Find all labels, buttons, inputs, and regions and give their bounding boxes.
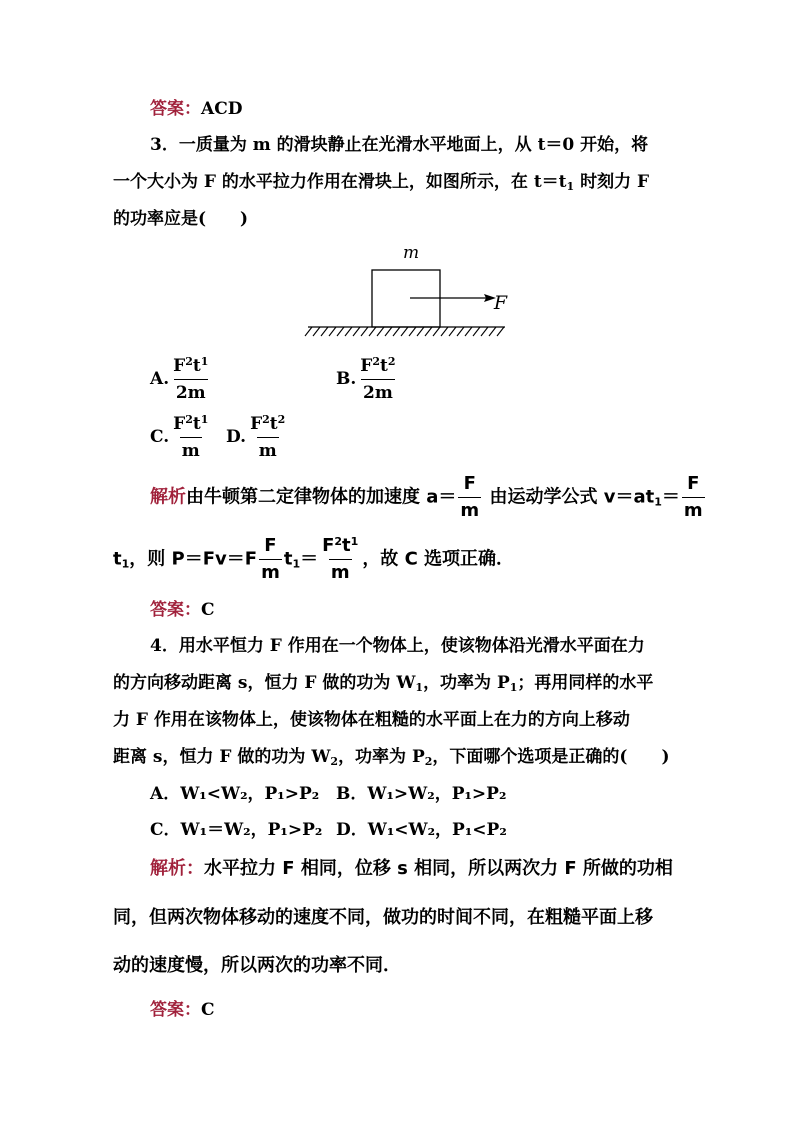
frac-num-a: F <box>173 356 186 376</box>
solution-text: ，故 C 选项正确． <box>362 548 515 570</box>
q3-line-3: 的功率应是( ) <box>113 209 249 229</box>
solution4-line-1 <box>150 857 673 881</box>
frac-den: m <box>257 437 279 462</box>
hatch-mark <box>313 327 320 336</box>
hatch-mark <box>369 327 376 336</box>
hatch-mark <box>481 327 488 336</box>
frac-sup: 2 <box>185 413 193 426</box>
frac-den: m <box>180 437 202 462</box>
answer-q4 <box>150 998 215 1022</box>
force-diagram <box>300 236 510 341</box>
frac-sup: 2 <box>372 355 381 368</box>
option-fraction <box>248 413 287 462</box>
hatch-mark <box>385 327 392 336</box>
q4-text: ，下面哪个选项是正确的( ) <box>432 747 670 767</box>
fraction-f-m-2 <box>682 473 705 522</box>
mass-label: m <box>403 243 420 263</box>
frac-num-b: t <box>342 535 351 556</box>
answer-q3 <box>150 598 215 622</box>
fraction-f-m <box>458 473 481 522</box>
solution-text: ＝ <box>661 486 680 508</box>
answer-label: 答案： <box>150 1000 201 1020</box>
subscript: 1 <box>654 495 662 509</box>
solution-text: 由牛顿第二定律物体的加速度 a＝ <box>186 486 457 508</box>
q3-line-2-text: 一个大小为 F 的水平拉力作用在滑块上，如图所示，在 t＝t <box>113 172 567 192</box>
q3-option-d[interactable] <box>226 413 289 462</box>
q3-option-c[interactable] <box>150 413 212 462</box>
frac-num-b: t <box>269 414 278 434</box>
solution-label: 解析 <box>150 486 186 508</box>
frac-num-b: t <box>380 356 388 376</box>
hatch-mark <box>321 327 328 336</box>
option-letter: B. <box>336 369 357 389</box>
q4-option-d[interactable]: D．W₁<W₂，P₁<P₂ <box>336 820 507 840</box>
hatch-mark <box>401 327 408 336</box>
solution-text: ，则 P＝Fv＝F <box>129 548 258 570</box>
subscript: 2 <box>424 755 433 768</box>
answer-value: C <box>201 1000 215 1020</box>
solution4-line-2: 同，但两次物体移动的速度不同，做功的时间不同，在粗糙平面上移 <box>113 907 653 928</box>
frac-sup: 2 <box>334 535 343 548</box>
q4-text: ；再用同样的水平 <box>517 673 654 693</box>
solution-label: 解析： <box>150 858 204 879</box>
hatch-mark <box>457 327 464 336</box>
subscript: 1 <box>292 557 301 571</box>
frac-den: m <box>329 559 352 584</box>
answer-label: 答案： <box>150 99 201 119</box>
ground-hatching <box>305 327 504 336</box>
hatch-mark <box>425 327 432 336</box>
frac-num-a: F <box>250 414 263 434</box>
hatch-mark <box>449 327 456 336</box>
q4-option-a[interactable]: A．W₁<W₂，P₁>P₂ <box>150 784 320 804</box>
solution-text: 水平拉力 F 相同，位移 s 相同，所以两次力 F 所做的功相 <box>204 858 673 879</box>
solution3-line-1 <box>150 473 707 522</box>
frac-sup: 2 <box>262 413 270 426</box>
frac-den: m <box>458 497 481 522</box>
hatch-mark <box>441 327 448 336</box>
subscript: 1 <box>509 681 518 694</box>
frac-num-b: t <box>192 414 201 434</box>
option-letter: D. <box>226 427 247 447</box>
solution3-line-2 <box>113 535 514 584</box>
frac-sup: 2 <box>185 355 193 368</box>
frac-den: m <box>682 497 705 522</box>
frac-sup2: 1 <box>350 535 359 548</box>
q3-option-b[interactable] <box>336 355 400 404</box>
hatch-mark <box>465 327 472 336</box>
frac-sup2: 1 <box>200 355 209 368</box>
q4-option-b[interactable]: B．W₁>W₂，P₁>P₂ <box>336 784 507 804</box>
solution4-line-3: 动的速度慢，所以两次的功率不同． <box>113 955 401 976</box>
answer-prev <box>150 97 242 121</box>
answer-value: ACD <box>201 99 243 119</box>
q3-option-a[interactable] <box>150 355 212 404</box>
frac-sup2: 2 <box>387 355 396 368</box>
answer-value: C <box>201 600 215 620</box>
frac-num: F <box>264 535 277 556</box>
fraction-f2t-m <box>320 535 360 584</box>
hatch-mark <box>305 327 312 336</box>
q4-line-3: 力 F 作用在该物体上，使该物体在粗糙的水平面上在力的方向上移动 <box>113 710 630 730</box>
frac-den: m <box>259 559 282 584</box>
hatch-mark <box>473 327 480 336</box>
answer-label: 答案： <box>150 600 201 620</box>
hatch-mark <box>409 327 416 336</box>
frac-sup2: 1 <box>200 413 209 426</box>
q4-text: 距离 s，恒力 F 做的功为 W <box>113 747 331 767</box>
hatch-mark <box>329 327 336 336</box>
frac-num: F <box>463 473 476 494</box>
option-letter: A. <box>150 369 170 389</box>
q4-text: ，功率为 P <box>423 673 510 693</box>
frac-num-b: t <box>192 356 201 376</box>
hatch-mark <box>417 327 424 336</box>
subscript: 1 <box>415 681 424 694</box>
frac-den: 2m <box>174 379 208 404</box>
q4-line-2 <box>113 671 653 695</box>
force-label: F <box>493 292 507 314</box>
fraction-f-m-3 <box>259 535 282 584</box>
frac-den: 2m <box>361 379 395 404</box>
hatch-mark <box>489 327 496 336</box>
q3-line-1: 3．一质量为 m 的滑块静止在光滑水平地面上，从 t＝0 开始，将 <box>150 135 649 155</box>
solution-text: ＝ <box>300 548 319 570</box>
option-fraction <box>171 355 210 404</box>
q4-line-1: 4．用水平恒力 F 作用在一个物体上，使该物体沿光滑水平面在力 <box>150 636 645 656</box>
hatch-mark <box>377 327 384 336</box>
option-fraction <box>171 413 210 462</box>
q3-line-2-text-b: 时刻力 F <box>574 172 650 192</box>
frac-num-a: F <box>360 356 373 376</box>
frac-num-a: F <box>322 535 335 556</box>
subscript: 2 <box>330 755 339 768</box>
hatch-mark <box>361 327 368 336</box>
q3-line-2-sub: 1 <box>566 180 575 193</box>
q4-line-4 <box>113 745 670 769</box>
hatch-mark <box>345 327 352 336</box>
frac-num: F <box>687 473 700 494</box>
frac-num-a: F <box>173 414 186 434</box>
hatch-mark <box>497 327 504 336</box>
q4-option-c[interactable]: C．W₁＝W₂，P₁>P₂ <box>150 820 323 840</box>
solution-text: t <box>283 548 293 570</box>
subscript: 1 <box>121 557 130 571</box>
option-fraction <box>358 355 397 404</box>
solution-text: 由运动学公式 v＝at <box>483 486 655 508</box>
option-letter: C. <box>150 427 170 447</box>
q3-line-2 <box>113 170 649 194</box>
hatch-mark <box>393 327 400 336</box>
hatch-mark <box>353 327 360 336</box>
solution-text: t <box>113 548 122 570</box>
frac-sup2: 2 <box>277 413 286 426</box>
hatch-mark <box>433 327 440 336</box>
q4-text: ，功率为 P <box>338 747 425 767</box>
q4-text: 的方向移动距离 s，恒力 F 做的功为 W <box>113 673 416 693</box>
hatch-mark <box>337 327 344 336</box>
